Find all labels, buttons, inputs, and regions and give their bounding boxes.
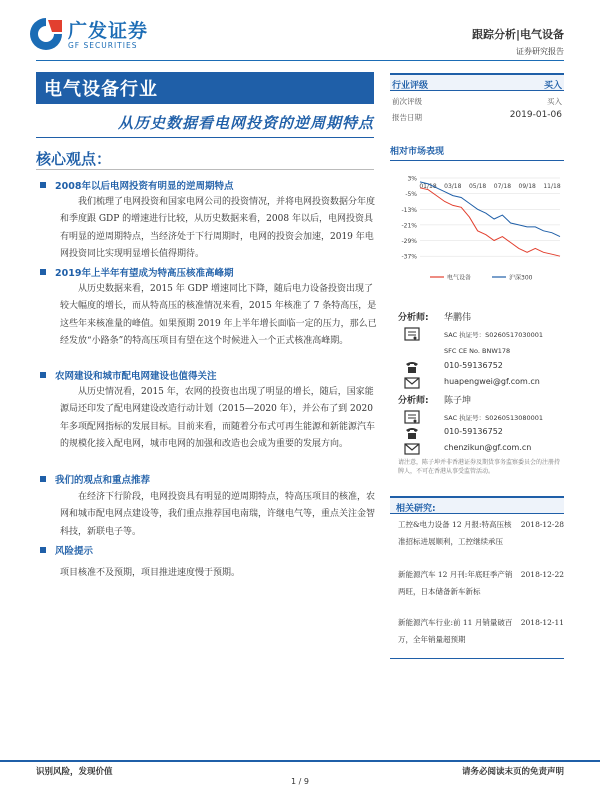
legend-label: 电气设备 bbox=[447, 274, 472, 282]
section-heading: 农网建设和城市配电网建设也值得关注 bbox=[40, 368, 217, 382]
related-divider bbox=[390, 658, 564, 659]
analyst-label: 分析师: bbox=[398, 396, 429, 406]
certificate-icon bbox=[404, 327, 420, 341]
related-research-title: 相关研究: bbox=[396, 504, 436, 514]
y-tick-label: -21% bbox=[401, 222, 417, 230]
related-item[interactable] bbox=[398, 566, 564, 612]
rating-label: 行业评级 bbox=[392, 81, 429, 91]
related-item[interactable] bbox=[398, 516, 564, 562]
core-heading: 核心观点： bbox=[36, 150, 112, 168]
page-number: 1 / 9 bbox=[291, 777, 309, 786]
report-date-row bbox=[390, 110, 564, 124]
section-body: 我们梳理了电网投资和国家电网公司的投资情况，并将电网投资数据分年度和季度跟 GDP 的增速进行比较，从历史数据来看，2008 年以后，电网投资具有明显的逆周期特点，当经济处于下行周期时，电网的投资会加速，2019 年电网投资同比实现明显增长值得期待。 bbox=[60, 197, 376, 260]
relative-performance-chart bbox=[390, 164, 564, 284]
industry-banner bbox=[36, 72, 374, 104]
bullet-icon bbox=[40, 269, 46, 275]
core-divider bbox=[36, 169, 374, 170]
email-icon bbox=[404, 442, 420, 456]
chart-svg bbox=[390, 164, 564, 284]
related-item-date: 2018-12-28 bbox=[520, 520, 564, 529]
section-heading: 2019年上半年有望成为特高压核准高峰期 bbox=[40, 265, 233, 279]
rating-value: 买入 bbox=[543, 81, 562, 91]
analyst-sac: SAC 执证号：S0260517030001 bbox=[404, 327, 564, 342]
related-item[interactable] bbox=[398, 614, 564, 654]
company-logo bbox=[28, 14, 188, 54]
footer-divider bbox=[0, 760, 600, 762]
analyst-name: 陈子坤 bbox=[444, 396, 472, 406]
section-heading: 风险提示 bbox=[40, 543, 93, 557]
section-body: 从历史数据来看，2015 年 GDP 增速同比下降，随后电力设备投资出现了较大幅度的增长，而从特高压的核准情况来看，2015 年核准了 7 条特高压，是这些年来核准量的峰值。如果预期 2019 年上半年增长面临一定的压力，那么已经发放“小路条”的特高压项目有望在这个时候进入一个正式核准高峰期。 bbox=[60, 284, 377, 347]
report-date-value: 2019-01-06 bbox=[509, 110, 562, 120]
prev-rating-label: 前次评级 bbox=[392, 97, 422, 106]
rating-header bbox=[390, 73, 564, 91]
related-item-title[interactable]: 工控&电力设备 12 月报:特高压核准招标进展顺利，工控继续承压 bbox=[398, 520, 512, 546]
report-date-label: 报告日期 bbox=[392, 113, 422, 122]
analyst-name: 华鹏伟 bbox=[444, 313, 472, 323]
y-tick-label: -29% bbox=[401, 238, 417, 246]
y-tick-label: -5% bbox=[405, 191, 417, 199]
x-tick-label: 09/18 bbox=[518, 183, 536, 190]
y-tick-label: -13% bbox=[401, 206, 417, 214]
y-tick-label: -37% bbox=[401, 253, 417, 261]
related-item-date: 2018-12-22 bbox=[520, 570, 564, 579]
analyst-sfc: SFC CE No. BNW178 bbox=[444, 347, 511, 355]
section-body: 从历史情况看，2015 年，农网的投资也出现了明显的增长，随后，国家能源局还印发了配电网建设改造行动计划（2015—2020 年），并公布了到 2020 年多项配网指标的发展目标。目前来看，而随着分布式可再生能源和新能源汽车的规模化接入配电网，城市电网的加强和改造也会成为重要的发展方向。 bbox=[60, 387, 376, 450]
legend-label: 沪深300 bbox=[509, 274, 533, 282]
related-item-date: 2018-12-11 bbox=[520, 618, 564, 627]
analyst-label: 分析师: bbox=[398, 313, 429, 323]
related-item-title[interactable]: 新能源汽车行业:前 11 月销量破百万，全年销量超预期 bbox=[398, 618, 513, 644]
related-research-header bbox=[390, 496, 564, 514]
section-body: 项目核准不及预期，项目推进速度慢于预期。 bbox=[60, 568, 241, 578]
x-tick-label: 03/18 bbox=[444, 183, 462, 190]
prev-rating-value: 买入 bbox=[547, 97, 562, 106]
y-tick-label: 3% bbox=[407, 175, 417, 183]
report-category: 跟踪分析|电气设备 bbox=[471, 28, 564, 41]
prev-rating-row bbox=[390, 94, 564, 108]
industry-title: 电气设备行业 bbox=[44, 79, 158, 100]
bullet-icon bbox=[40, 547, 46, 553]
bullet-icon bbox=[40, 182, 46, 188]
section-body: 在经济下行阶段，电网投资具有明显的逆周期特点，特高压项目的核准，农网和城市配电网点建设等，我们重点推荐国电南瑞，许继电气等，重点关注金智科技，新联电子等。 bbox=[60, 492, 376, 537]
x-tick-label: 05/18 bbox=[468, 183, 487, 190]
section-heading: 2008年以后电网投资有明显的逆周期特点 bbox=[40, 178, 233, 192]
phone-icon bbox=[404, 426, 420, 440]
x-tick-label: 07/18 bbox=[493, 183, 512, 190]
certificate-icon bbox=[404, 410, 420, 424]
header-divider bbox=[36, 60, 564, 61]
email-icon bbox=[404, 376, 420, 390]
compliance-note: 请注意，陈子坤并非香港证券及期货事务监察委员会的注册持牌人，不可在香港从事受监管活动。 bbox=[398, 459, 561, 475]
perf-title: 相对市场表现 bbox=[390, 144, 564, 161]
analyst-sac: SAC 执证号：S0260513080001 bbox=[404, 410, 564, 425]
analyst-phone: 010-59136752 bbox=[404, 426, 564, 441]
footer-slogan: 识别风险，发现价值 bbox=[36, 767, 113, 777]
footer-disclaimer[interactable]: 请务必阅读末页的免责声明 bbox=[461, 767, 564, 777]
subtitle-divider bbox=[36, 137, 374, 138]
x-tick-label: 11/18 bbox=[543, 183, 561, 190]
x-tick-label: 01/18 bbox=[419, 183, 437, 190]
logo-text-cn: 广发证券 bbox=[68, 20, 149, 42]
section-heading: 我们的观点和重点推荐 bbox=[40, 472, 150, 486]
analyst-email: huapengwei@gf.com.cn bbox=[404, 376, 564, 391]
report-type: 证券研究报告 bbox=[516, 47, 564, 56]
bullet-icon bbox=[40, 372, 46, 378]
analyst-phone: 010-59136752 bbox=[404, 360, 564, 375]
bullet-icon bbox=[40, 476, 46, 482]
report-subtitle: 从历史数据看电网投资的逆周期特点 bbox=[117, 114, 374, 132]
series-line bbox=[420, 188, 560, 256]
analyst-email: chenzikun@gf.com.cn bbox=[404, 442, 564, 457]
page-header bbox=[0, 0, 600, 60]
logo-text-en: GF SECURITIES bbox=[68, 41, 138, 50]
logo-mark-icon bbox=[28, 16, 64, 52]
related-item-title[interactable]: 新能源汽车 12 月刊:年底旺季产销两旺，日本储备新车新标 bbox=[398, 570, 513, 596]
phone-icon bbox=[404, 360, 420, 374]
